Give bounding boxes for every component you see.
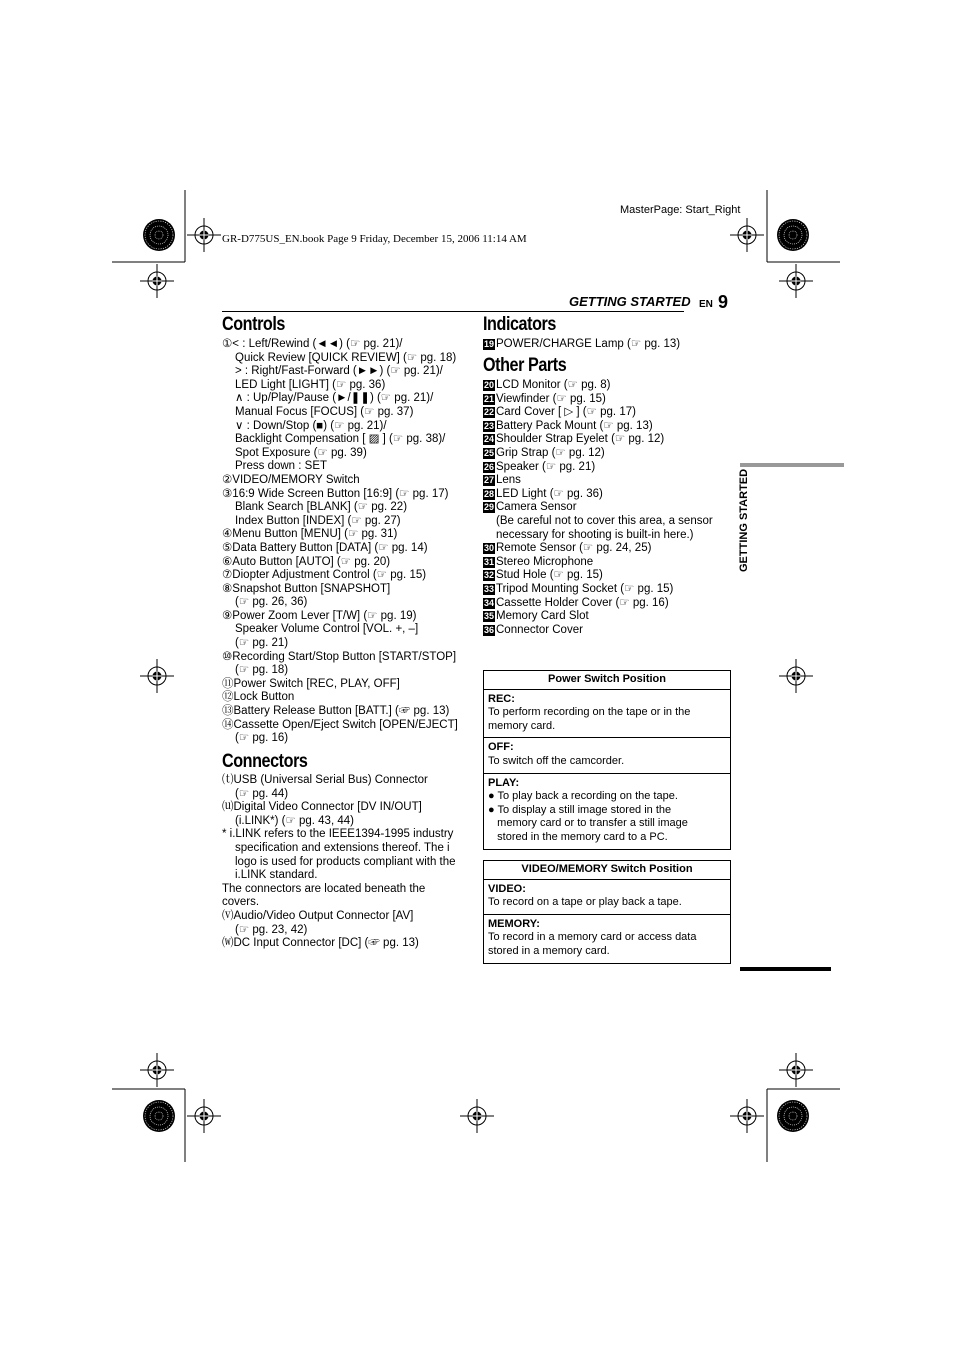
item-text: (Be careful not to cover this area, a sensor — [496, 514, 713, 527]
list-item — [483, 406, 733, 420]
table-row — [484, 915, 730, 963]
file-info: GR-D775US_EN.book Page 9 Friday, December 15, 2006 11:14 AM — [222, 233, 527, 245]
list-line: * i.LINK refers to the IEEE1394-1995 industry — [222, 828, 454, 841]
master-page-label: MasterPage: Start_Right — [620, 204, 741, 216]
list-line: ∧ : Up/Play/Pause (►/❚❚) (☞ pg. 21)/ — [235, 392, 434, 405]
item-text: Stereo Microphone — [496, 555, 594, 568]
list-line: covers. — [222, 896, 260, 909]
list-line: ②VIDEO/MEMORY Switch — [222, 473, 360, 486]
list-line: ⒰Digital Video Connector [DV IN/OUT] — [222, 801, 422, 814]
list-line: Blank Search [BLANK] (☞ pg. 22) — [235, 501, 408, 514]
list-line: ⑫Lock Button — [222, 691, 295, 704]
list-line: ③16:9 Wide Screen Button [16:9] (☞ pg. 17) — [222, 487, 449, 500]
item-number-badge: 32 — [483, 570, 494, 581]
running-head: GETTING STARTED — [569, 294, 691, 309]
item-number-badge: 23 — [483, 420, 494, 431]
list-line: i.LINK standard. — [235, 869, 318, 882]
item-number-badge: 29 — [483, 502, 494, 513]
video-memory-table — [483, 860, 731, 964]
list-line: ⑨Power Zoom Lever [T/W] (☞ pg. 19) — [222, 609, 417, 622]
list-line: ⒱Audio/Video Output Connector [AV] — [222, 909, 414, 922]
table-title: VIDEO/MEMORY Switch Position — [484, 861, 730, 880]
list-item — [483, 474, 733, 488]
list-line: ⑤Data Battery Button [DATA] (☞ pg. 14) — [222, 541, 428, 554]
list-item — [483, 597, 733, 611]
list-line: Quick Review [QUICK REVIEW] (☞ pg. 18) — [235, 351, 457, 364]
item-number-badge: 27 — [483, 475, 494, 486]
list-item — [483, 569, 733, 583]
item-text: Card Cover [ ▷ ] (☞ pg. 17) — [496, 406, 636, 419]
row-text: memory card or to transfer a still image — [488, 817, 688, 830]
side-tab-label: GETTING STARTED — [738, 468, 750, 572]
item-number-badge: 21 — [483, 393, 494, 404]
row-text: ● To display a still image stored in the — [488, 803, 672, 816]
item-number-badge: 25 — [483, 447, 494, 458]
list-item — [483, 461, 733, 475]
connectors-list — [222, 774, 472, 951]
row-text: stored in a memory card. — [488, 944, 610, 957]
connectors-heading: Connectors — [222, 751, 308, 772]
item-number-badge: 24 — [483, 434, 494, 445]
table-title: Power Switch Position — [484, 671, 730, 690]
list-line: (☞ pg. 18) — [235, 664, 289, 677]
indicators-list — [483, 338, 733, 352]
item-text: LCD Monitor (☞ pg. 8) — [496, 379, 611, 391]
list-line: Backlight Compensation [ ▨ ] (☞ pg. 38)/ — [235, 433, 446, 446]
item-number-badge: 26 — [483, 461, 494, 472]
row-label: REC: — [488, 692, 515, 705]
list-item — [483, 501, 733, 515]
list-item — [483, 393, 733, 407]
side-tab-bar — [740, 463, 844, 467]
language-code: EN — [699, 299, 713, 310]
item-text: Stud Hole (☞ pg. 15) — [496, 569, 603, 582]
row-text: To switch off the camcorder. — [488, 754, 625, 767]
list-item — [483, 542, 733, 556]
row-label: VIDEO: — [488, 882, 526, 895]
list-item — [483, 488, 733, 502]
item-number-badge: 28 — [483, 488, 494, 499]
indicators-heading: Indicators — [483, 314, 556, 335]
list-line: Manual Focus [FOCUS] (☞ pg. 37) — [235, 405, 414, 418]
list-item — [483, 610, 733, 624]
item-text: necessary for shooting is built-in here.) — [496, 528, 694, 541]
list-item — [483, 556, 733, 570]
list-line: ⒯USB (Universal Serial Bus) Connector — [222, 774, 428, 786]
list-line: ⑬Battery Release Button [BATT.] (☞ pg. 13) — [222, 705, 450, 718]
item-text: Camera Sensor — [496, 501, 577, 514]
list-line: Speaker Volume Control [VOL. +, –] — [235, 623, 419, 636]
list-line: ⑭Cassette Open/Eject Switch [OPEN/EJECT] — [222, 718, 458, 731]
row-text: memory card. — [488, 719, 556, 732]
row-text: ● To play back a recording on the tape. — [488, 790, 678, 803]
row-label: OFF: — [488, 741, 514, 754]
table-row — [484, 690, 730, 739]
list-line: ∨ : Down/Stop (■) (☞ pg. 21)/ — [235, 419, 387, 432]
list-line: ⑧Snapshot Button [SNAPSHOT] — [222, 582, 391, 595]
list-line: (☞ pg. 21) — [235, 637, 289, 650]
list-item — [483, 433, 733, 447]
list-line: (☞ pg. 44) — [235, 787, 289, 800]
list-line: ⑩Recording Start/Stop Button [START/STOP] — [222, 650, 457, 663]
list-item — [483, 420, 733, 434]
item-text: Cassette Holder Cover (☞ pg. 16) — [496, 596, 669, 609]
row-text: stored in the memory card to a PC. — [488, 830, 668, 843]
list-item — [483, 447, 733, 461]
list-line: ①< : Left/Rewind (◄◄) (☞ pg. 21)/ — [222, 338, 403, 350]
header-rule — [222, 311, 684, 312]
controls-heading: Controls — [222, 314, 285, 335]
list-item — [483, 624, 733, 638]
item-number-badge: 31 — [483, 556, 494, 567]
list-line: Spot Exposure (☞ pg. 39) — [235, 446, 367, 459]
row-label: MEMORY: — [488, 917, 540, 930]
list-line: (☞ pg. 26, 36) — [235, 596, 308, 609]
controls-list — [222, 338, 472, 746]
page-number: 9 — [718, 292, 729, 312]
row-label: PLAY: — [488, 776, 520, 789]
list-line: (☞ pg. 23, 42) — [235, 923, 308, 936]
list-line: The connectors are located beneath the — [222, 882, 426, 895]
table-row — [484, 738, 730, 773]
item-number-badge: 30 — [483, 543, 494, 554]
table-row — [484, 880, 730, 915]
list-item — [483, 515, 733, 529]
list-line: ⒲DC Input Connector [DC] (☞ pg. 13) — [222, 937, 419, 950]
list-line: ⑥Auto Button [AUTO] (☞ pg. 20) — [222, 555, 391, 568]
side-tab-end-bar — [740, 967, 831, 971]
item-text: Tripod Mounting Socket (☞ pg. 15) — [496, 582, 674, 595]
list-line: (☞ pg. 16) — [235, 732, 289, 745]
row-text: To record on a tape or play back a tape. — [488, 896, 682, 909]
item-text: POWER/CHARGE Lamp (☞ pg. 13) — [496, 338, 681, 350]
row-text: To record in a memory card or access data — [488, 931, 697, 944]
item-text: Connector Cover — [496, 623, 583, 636]
list-item — [483, 529, 733, 543]
other-parts-list — [483, 379, 733, 637]
list-line: ⑦Diopter Adjustment Control (☞ pg. 15) — [222, 569, 427, 582]
item-number-badge: 20 — [483, 380, 494, 390]
item-number-badge: 34 — [483, 597, 494, 608]
power-switch-table — [483, 670, 731, 850]
list-item — [483, 338, 733, 352]
item-number-badge: 35 — [483, 611, 494, 622]
item-text: Grip Strap (☞ pg. 12) — [496, 446, 605, 459]
list-item — [483, 583, 733, 597]
list-line: > : Right/Fast-Forward (►►) (☞ pg. 21)/ — [235, 365, 443, 378]
item-number-badge: 22 — [483, 407, 494, 418]
other-parts-heading: Other Parts — [483, 355, 567, 376]
list-line: logo is used for products compliant with the — [235, 855, 456, 868]
row-text: To perform recording on the tape or in the — [488, 706, 691, 719]
item-text: Lens — [496, 474, 521, 487]
list-line: Press down : SET — [235, 460, 328, 473]
item-text: LED Light (☞ pg. 36) — [496, 487, 603, 500]
table-row — [484, 774, 730, 849]
item-text: Memory Card Slot — [496, 610, 589, 623]
list-line: (i.LINK*) (☞ pg. 43, 44) — [235, 814, 354, 827]
item-text: Shoulder Strap Eyelet (☞ pg. 12) — [496, 433, 665, 446]
item-text: Remote Sensor (☞ pg. 24, 25) — [496, 542, 652, 555]
list-line: ④Menu Button [MENU] (☞ pg. 31) — [222, 528, 398, 541]
item-number-badge: 19 — [483, 339, 494, 349]
item-text: Speaker (☞ pg. 21) — [496, 460, 596, 473]
list-line: LED Light [LIGHT] (☞ pg. 36) — [235, 378, 386, 391]
item-text: Battery Pack Mount (☞ pg. 13) — [496, 419, 653, 432]
item-number-badge: 33 — [483, 583, 494, 594]
list-line: Index Button [INDEX] (☞ pg. 27) — [235, 514, 401, 527]
item-number-badge: 36 — [483, 624, 494, 635]
list-item — [483, 379, 733, 393]
item-text: Viewfinder (☞ pg. 15) — [496, 392, 606, 405]
list-line: ⑪Power Switch [REC, PLAY, OFF] — [222, 677, 400, 690]
list-line: specification and extensions thereof. The i — [235, 841, 450, 854]
